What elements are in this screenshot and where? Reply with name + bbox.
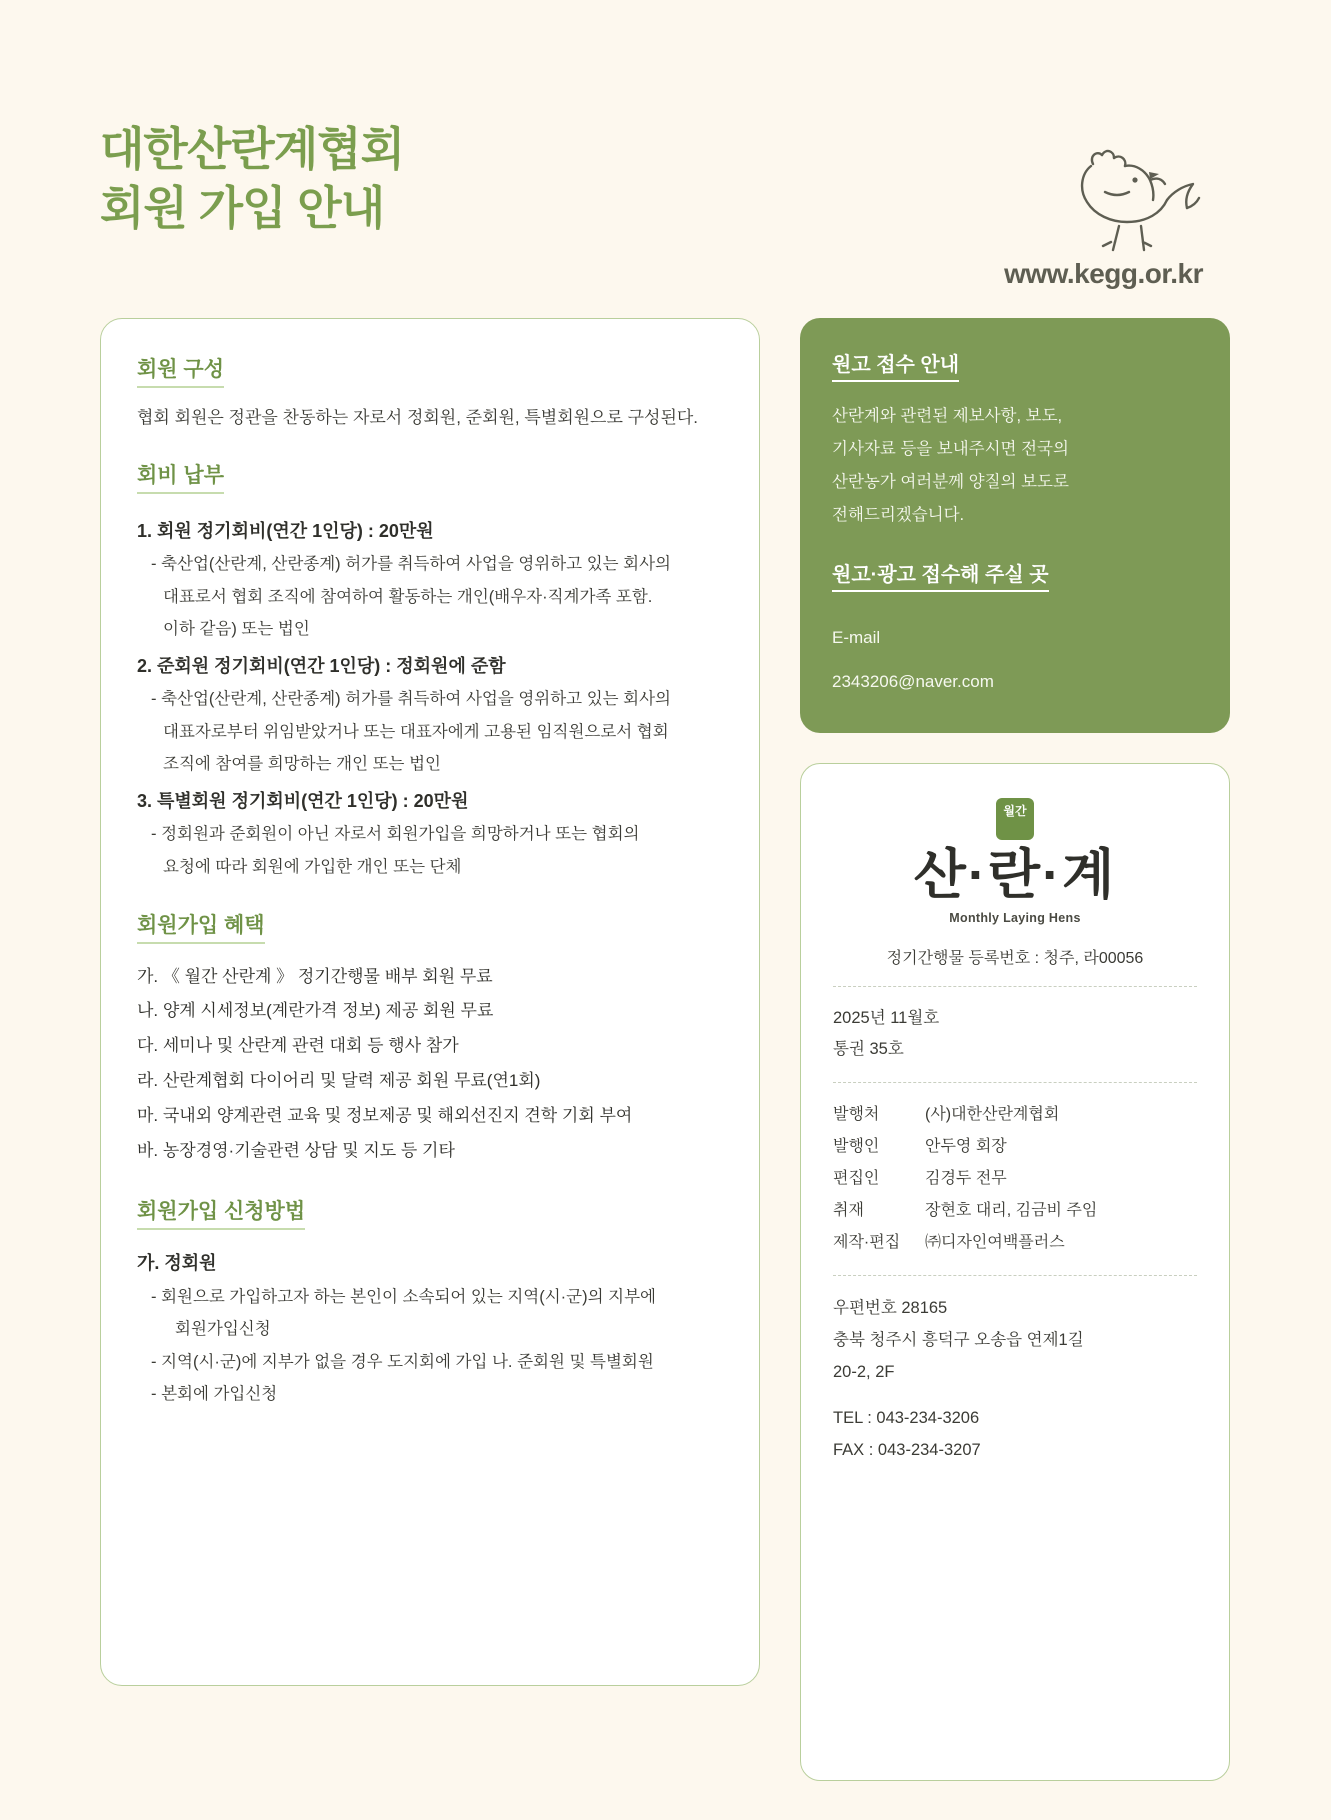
issue-number: 통권 35호 [833,1040,904,1059]
submission-heading: 원고 접수 안내 [832,348,959,382]
fee-item [137,786,723,883]
section-heading-apply: 회원가입 신청방법 [137,1195,305,1230]
membership-info-card [100,318,760,1686]
submission-body-line: 전해드리겠습니다. [832,506,965,524]
magazine-info-card [800,763,1230,1781]
title-line-1: 대한산란계협회 [100,123,405,175]
staff-value: (사)대한산란계협회 [925,1105,1060,1123]
address-line: 우편번호 28165 [833,1298,948,1317]
benefit-item: 바. 농장경영·기술관련 상담 및 지도 등 기타 [137,1140,455,1160]
divider [833,1082,1197,1083]
fee-item-detail: - 축산업(산란계, 산란종계) 허가를 취득하여 사업을 영위하고 있는 회사의 [151,555,671,574]
staff-row [833,1163,1197,1195]
section-fees [137,459,723,883]
staff-row [833,1227,1197,1259]
fee-item-title: 3. 특별회원 정기회비(연간 1인당) : 20만원 [137,790,469,811]
benefit-item: 나. 양계 시세정보(계란가격 정보) 제공 회원 무료 [137,1001,494,1021]
staff-row [833,1195,1197,1227]
staff-row [833,1099,1197,1131]
submission-body-line: 산란계와 관련된 제보사항, 보도, [832,407,1063,425]
magazine-logo-text: 산·란·계 [913,844,1117,905]
magazine-stamp-icon: 월간 [996,798,1034,840]
section-heading-membership: 회원 구성 [137,353,224,388]
page-title [100,120,800,238]
staff-label: 제작·편집 [833,1233,901,1251]
right-column [800,318,1230,1781]
benefit-item: 다. 세미나 및 산란계 관련 대회 등 행사 참가 [137,1036,459,1056]
address-line: 20-2, 2F [833,1363,895,1382]
fee-item-detail: - 축산업(산란계, 산란종계) 허가를 취득하여 사업을 영위하고 있는 회사의 [151,690,671,709]
section-membership-composition [137,353,723,433]
apply-subheading: 가. 정회원 [137,1252,217,1273]
fee-item-detail: 대표자로부터 위임받았거나 또는 대표자에게 고용된 임직원으로서 협회 [163,722,669,741]
fee-item-title: 1. 회원 정기회비(연간 1인당) : 20만원 [137,520,434,541]
submission-contact-heading: 원고·광고 접수해 주실 곳 [832,558,1049,592]
benefit-item: 가. 《 월간 산란계 》 정기간행물 배부 회원 무료 [137,966,493,986]
website-url: www.kegg.or.kr [1004,258,1203,289]
fee-item-detail: 조직에 참여를 희망하는 개인 또는 법인 [163,755,441,774]
magazine-logo [833,798,1197,925]
staff-label: 취재 [833,1201,864,1219]
staff-label: 발행인 [833,1137,880,1155]
divider [833,986,1197,987]
submission-body-line: 산란농가 여러분께 양질의 보도로 [832,473,1069,491]
fee-item-detail: 이하 같음) 또는 법인 [163,620,310,639]
staff-label: 발행처 [833,1105,880,1123]
fee-item-detail: 요청에 따라 회원에 가입한 개인 또는 단체 [163,858,462,876]
submission-card [800,318,1230,733]
submission-contact-block [832,558,1198,699]
fee-item [137,516,723,645]
title-line-2: 회원 가입 안내 [100,181,385,234]
apply-detail: - 본회에 가입신청 [151,1385,278,1404]
staff-label: 편집인 [833,1169,880,1187]
apply-detail: - 지역(시·군)에 지부가 없을 경우 도지회에 가입 나. 준회원 및 특별회원 [151,1352,654,1371]
fee-item-detail: 대표로서 협회 조직에 참여하여 활동하는 개인(배우자·직계가족 포함. [163,587,653,606]
apply-detail: 회원가입신청 [175,1320,271,1339]
address-line: 충북 청주시 흥덕구 오송읍 연제1길 [833,1330,1084,1349]
section-heading-fees: 회비 납부 [137,459,224,494]
membership-composition-text: 협회 회원은 정관을 찬동하는 자로서 정회원, 준회원, 특별회원으로 구성된다. [137,408,699,427]
apply-detail: - 회원으로 가입하고자 하는 본인이 소속되어 있는 지역(시·군)의 지부에 [151,1287,656,1306]
benefit-item: 마. 국내외 양계관련 교육 및 정보제공 및 해외선진지 견학 기회 부여 [137,1105,633,1125]
fee-item-title: 2. 준회원 정기회비(연간 1인당) : 정회원에 준함 [137,655,506,676]
staff-value: 장현호 대리, 김금비 주임 [925,1201,1098,1219]
issue-date: 2025년 11월호 [833,1008,940,1027]
fax-number: FAX : 043-234-3207 [833,1441,981,1460]
section-apply [137,1195,723,1410]
staff-row [833,1131,1197,1163]
fee-item [137,651,723,780]
email-label: E-mail [832,628,881,647]
section-heading-benefits: 회원가입 혜택 [137,909,265,944]
staff-value: 김경두 전무 [925,1169,1007,1187]
magazine-logo-subtitle: Monthly Laying Hens [949,910,1081,925]
fee-item-detail: - 정회원과 준회원이 아닌 자로서 회원가입을 희망하거나 또는 협회의 [151,825,640,844]
benefit-item: 라. 산란계협회 다이어리 및 달력 제공 회원 무료(연1회) [137,1071,541,1091]
staff-value: 안두영 회장 [925,1137,1007,1155]
section-benefits [137,909,723,1169]
staff-value: ㈜디자인여백플러스 [925,1233,1065,1251]
divider [833,1275,1197,1276]
submission-body-line: 기사자료 등을 보내주시면 전국의 [832,440,1069,458]
phone-number: TEL : 043-234-3206 [833,1409,980,1428]
email-address[interactable]: 2343206@naver.com [832,672,994,692]
magazine-registration: 정기간행물 등록번호 : 청주, 라00056 [886,949,1144,967]
